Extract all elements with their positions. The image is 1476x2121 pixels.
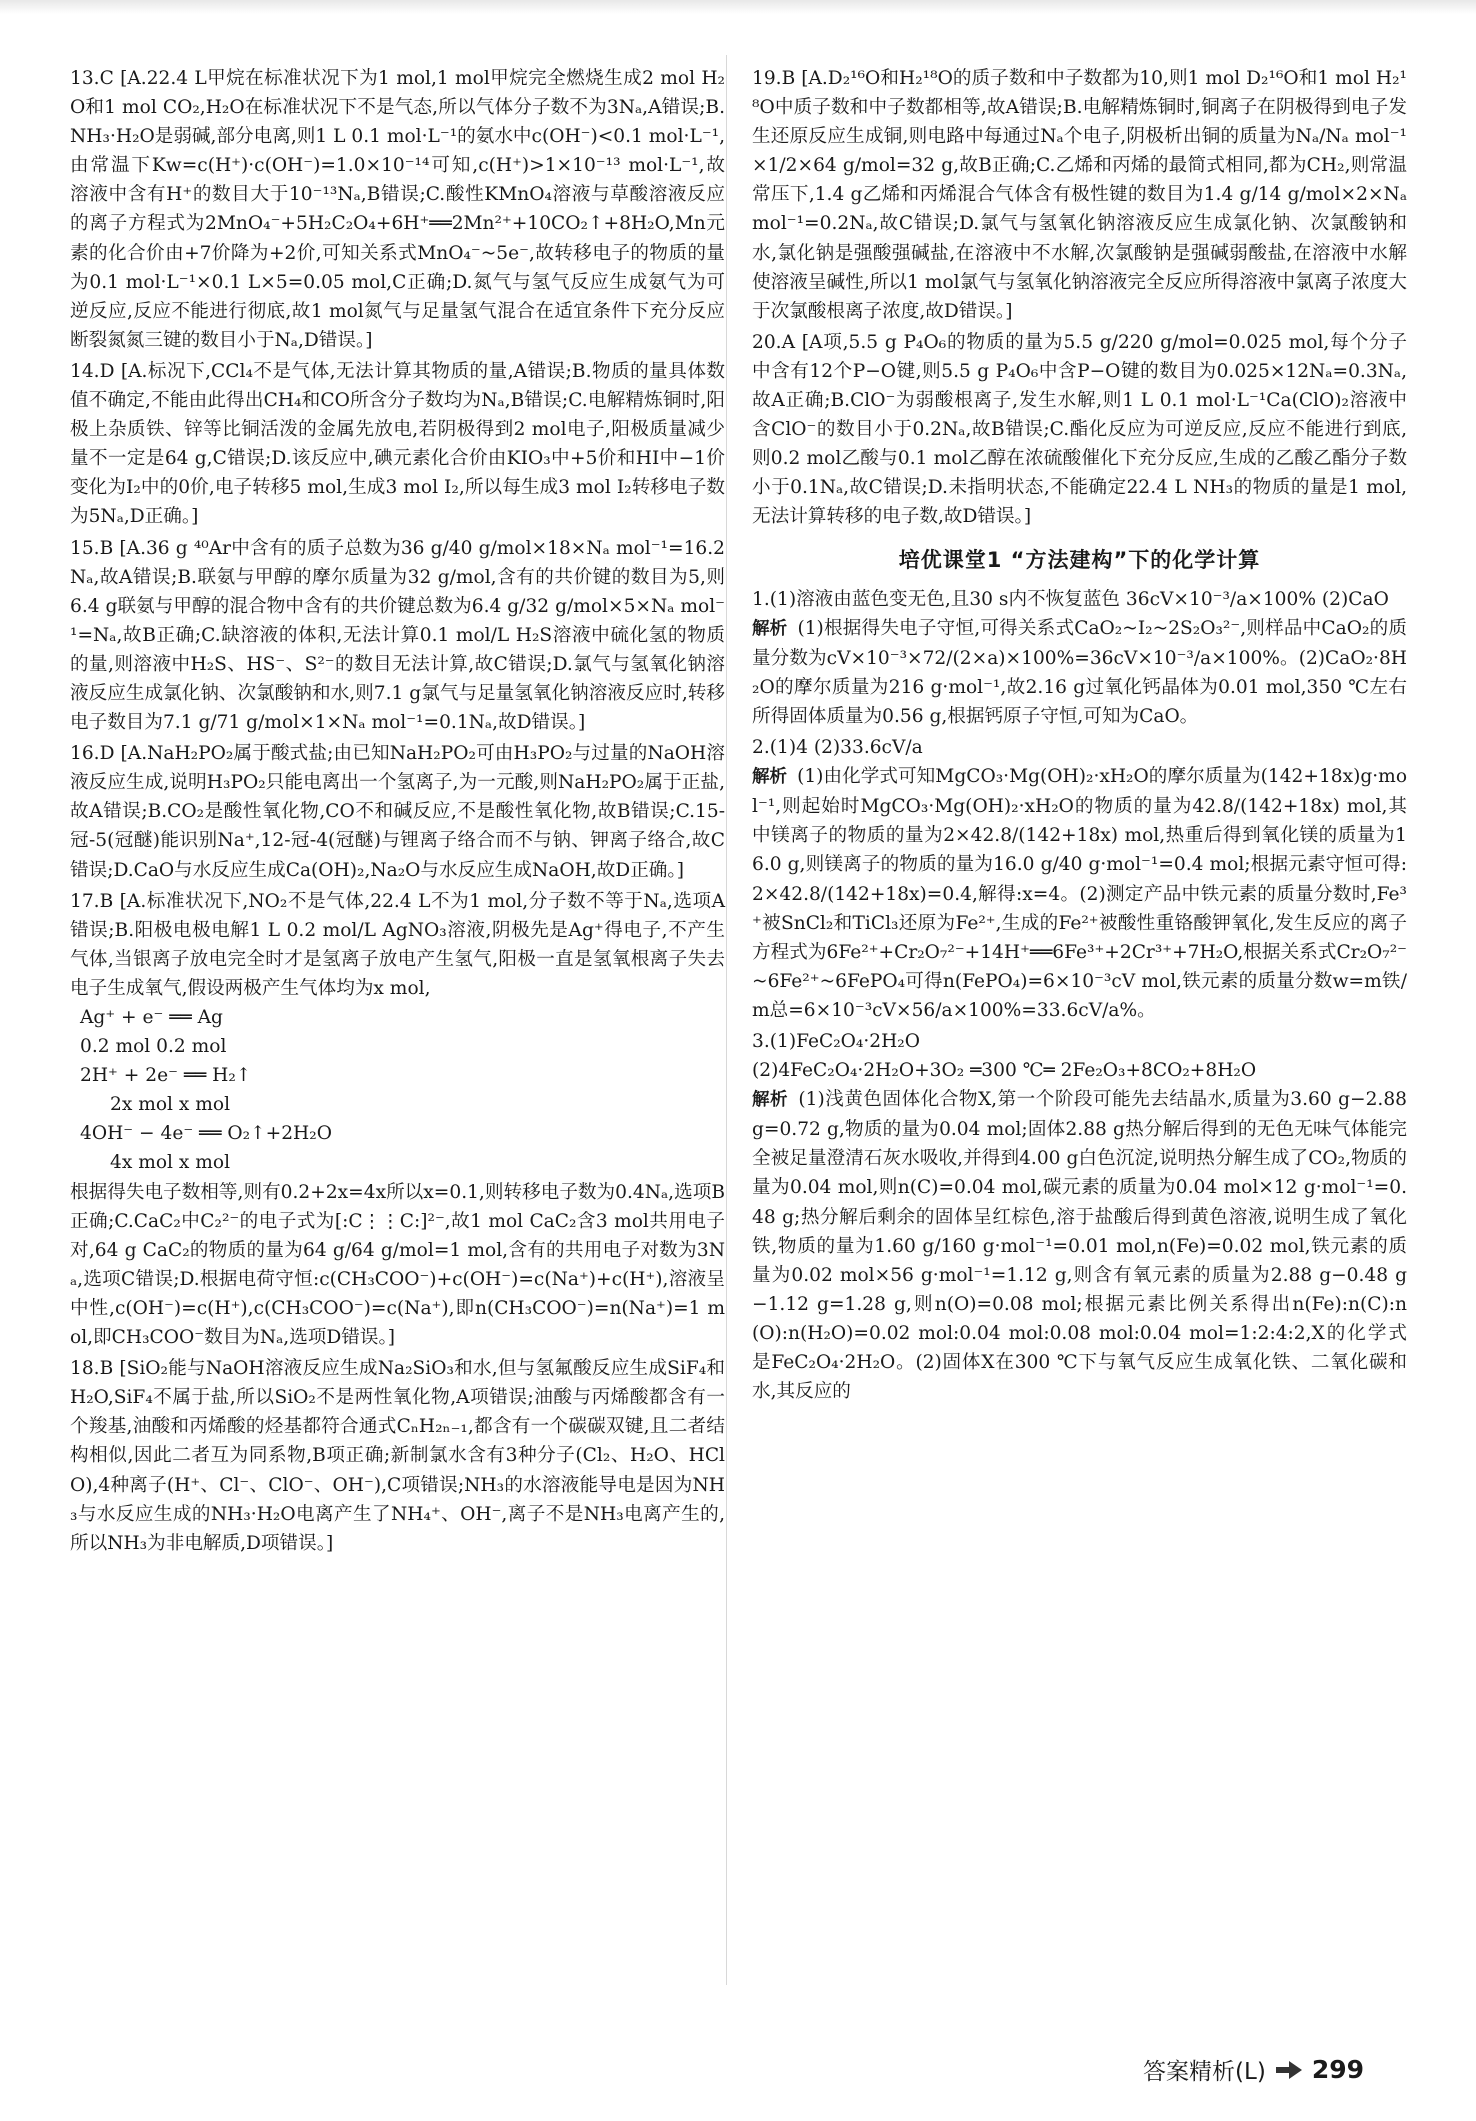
- answer-item-13: 13.C [A.22.4 L甲烷在标准状况下为1 mol,1 mol甲烷完全燃烧生成2 mol H₂O和1 mol CO₂,H₂O在标准状况下不是气态,所以气体分子数不为3Nₐ,A错误;B.NH₃·H₂O是弱碱,部分电离,则1 L 0.1 mol·L⁻¹的氨水中c(OH⁻)<0.1 mol·L⁻¹,由常温下Kw=c(H⁺)·c(OH⁻)=1.0×10⁻¹⁴可知,c(H⁺)>1×10⁻¹³ mol·L⁻¹,故溶液中含有H⁺的数目大于10⁻¹³Nₐ,B错误;C.酸性KMnO₄溶液与草酸溶液反应的离子方程式为2MnO₄⁻+5H₂C₂O₄+6H⁺══2Mn²⁺+10CO₂↑+8H₂O,Mn元素的化合价由+7价降为+2价,可知关系式MnO₄⁻~5e⁻,故转移电子的物质的量为0.1 mol·L⁻¹×0.1 L×5=0.05 mol,C正确;D.氮气与氢气反应生成氨气为可逆反应,反应不能进行彻底,故1 mol氮气与足量氢气混合在适宜条件下充分反应断裂氮氮三键的数目小于Nₐ,D错误。]: [70, 68, 725, 351]
- analysis-label: 解析: [752, 767, 788, 788]
- page-top-edge: [0, 0, 1476, 14]
- method-answer-1: 1.(1)溶液由蓝色变无色,且30 s内不恢复蓝色 36cV×10⁻³/a×100% (2)CaO: [752, 588, 1389, 610]
- analysis-label: 解析: [752, 1090, 788, 1111]
- equation-line: Ag⁺ + e⁻ ══ Ag: [80, 1007, 223, 1028]
- equation-line: 2H⁺ + 2e⁻ ══ H₂↑: [80, 1065, 252, 1087]
- column-divider: [726, 55, 727, 1985]
- method-answer-3: 3.(1)FeC₂O₄·2H₂O: [752, 1031, 920, 1052]
- answer-item-17: 17.B [A.标准状况下,NO₂不是气体,22.4 L不为1 mol,分子数不等于Nₐ,选项A错误;B.阳极电极电解1 L 0.2 mol/L AgNO₃溶液,阴极先是Ag⁺得电子,不产生气体,当银离子放电完全时才是氢离子放电产生氢气,阳极一直是氢氧根离子失去电子生成氧气,假设两极产生气体均为x mol,: [70, 890, 725, 999]
- equation-line: 0.2 mol 0.2 mol: [80, 1036, 227, 1058]
- method-analysis-3: 解析 (1)浅黄色固体化合物X,第一个阶段可能先去结晶水,质量为3.60 g−2.88 g=0.72 g,物质的量为0.04 mol;固体2.88 g热分解后得到的无色无味气体能完全被足量澄清石灰水吸收,并得到4.00 g白色沉淀,说明热分解生成了CO₂,物质的量为0.04 mol,则n(C)=0.04 mol,碳元素的质量为0.04 mol×12 g·mol⁻¹=0.48 g;热分解后剩余的固体呈红棕色,溶于盐酸后得到黄色溶液,说明生成了氧化铁,物质的量为1.60 g/160 g·mol⁻¹=0.01 mol,n(Fe)=0.02 mol,铁元素的质量为0.02 mol×56 g·mol⁻¹=1.12 g,则含有氧元素的质量为2.88 g−0.48 g−1.12 g=1.28 g,则n(O)=0.08 mol;根据元素比例关系得出n(Fe):n(C):n(O):n(H₂O)=0.02 mol:0.04 mol:0.08 mol:0.04 mol=1:2:4:2,X的化学式是FeC₂O₄·2H₂O。(2)固体X在300 ℃下与氧气反应生成氧化铁、二氧化碳和水,其反应的: [752, 1089, 1413, 1403]
- method-answer-2: 2.(1)4 (2)33.6cV/a: [752, 737, 923, 759]
- answer-item-17-continued: 根据得失电子数相等,则有0.2+2x=4x所以x=0.1,则转移电子数为0.4Nₐ,选项B正确;C.CaC₂中C₂²⁻的电子式为[:C⋮⋮C:]²⁻,故1 mol CaC₂含3 mol共用电子对,64 g CaC₂的物质的量为64 g/64 g/mol=1 mol,含有的共用电子对数为3Nₐ,选项C错误;D.根据电荷守恒:c(CH₃COO⁻)+c(OH⁻)=c(Na⁺)+c(H⁺),溶液呈中性,c(OH⁻)=c(H⁺),c(CH₃COO⁻)=c(Na⁺),即n(CH₃COO⁻)=n(Na⁺)=1 mol,即CH₃COO⁻数目为Nₐ,选项D错误。]: [70, 1181, 725, 1349]
- right-column: [752, 62, 1413, 1406]
- page-footer: [1143, 2053, 1364, 2086]
- answer-item-18: 18.B [SiO₂能与NaOH溶液反应生成Na₂SiO₃和水,但与氢氟酸反应生成SiF₄和H₂O,SiF₄不属于盐,所以SiO₂不是两性氧化物,A项错误;油酸与丙烯酸都含有一个羧基,油酸和丙烯酸的烃基都符合通式CₙH₂ₙ₋₁,都含有一个碳碳双键,且二者结构相似,因此二者互为同系物,B项正确;新制氯水含有3种分子(Cl₂、H₂O、HClO),4种离子(H⁺、Cl⁻、ClO⁻、OH⁻),C项错误;NH₃的水溶液能导电是因为NH₃与水反应生成的NH₃·H₂O电离产生了NH₄⁺、OH⁻,离子不是NH₃电离产生的,所以NH₃为非电解质,D项错误。]: [70, 1358, 725, 1554]
- answer-item-20: 20.A [A项,5.5 g P₄O₆的物质的量为5.5 g/220 g/mol=0.025 mol,每个分子中含有12个P−O键,则5.5 g P₄O₆中含P−O键的数目为0.025×12Nₐ=0.3Nₐ,故A正确;B.ClO⁻为弱酸根离子,发生水解,则1 L 0.1 mol·L⁻¹Ca(ClO)₂溶液中含ClO⁻的数目小于0.2Nₐ,故B错误;C.酯化反应为可逆反应,反应不能进行到底,则0.2 mol乙酸与0.1 mol乙醇在浓硫酸催化下充分反应,生成的乙酸乙酯分子数小于0.1Nₐ,故C错误;D.未指明状态,不能确定22.4 L NH₃的物质的量是1 mol,无法计算转移的电子数,故D错误。]: [752, 331, 1407, 528]
- method-analysis-1: 解析 (1)根据得失电子守恒,可得关系式CaO₂~I₂~2S₂O₃²⁻,则样品中CaO₂的质量分数为cV×10⁻³×72/(2×a)×100%=36cV×10⁻³/a×100%。(2)CaO₂·8H₂O的摩尔质量为216 g·mol⁻¹,故2.16 g过氧化钙晶体为0.01 mol,350 ℃左右所得固体质量为0.56 g,根据钙原子守恒,可知为CaO。: [752, 617, 1407, 727]
- page-number: 299: [1311, 2055, 1364, 2084]
- equation-line: 2x mol x mol: [110, 1094, 231, 1116]
- answer-item-15: 15.B [A.36 g ⁴⁰Ar中含有的质子总数为36 g/40 g/mol×18×Nₐ mol⁻¹=16.2Nₐ,故A错误;B.联氨与甲醇的摩尔质量为32 g/mol,含有的共价键的数目为5,则6.4 g联氨与甲醇的混合物中含有的共价键总数为6.4 g/32 g/mol×5×Nₐ mol⁻¹=Nₐ,故B正确;C.缺溶液的体积,无法计算0.1 mol/L H₂S溶液中硫化氢的物质的量,则溶液中H₂S、HS⁻、S²⁻的数目无法计算,故C错误;D.氯气与氢氧化钠溶液反应生成氯化钠、次氯酸钠和水,则7.1 g氯气与足量氢氧化钠溶液反应时,转移电子数目为7.1 g/71 g/mol×1×Nₐ mol⁻¹=0.1Nₐ,故D错误。]: [70, 537, 725, 734]
- answer-item-14: 14.D [A.标况下,CCl₄不是气体,无法计算其物质的量,A错误;B.物质的量具体数值不确定,不能由此得出CH₄和CO所含分子数均为Nₐ,B错误;C.电解精炼铜时,阳极上杂质铁、锌等比铜活泼的金属先放电,若阴极得到2 mol电子,阳极质量减少量不一定是64 g,C错误;D.该反应中,碘元素化合价由KIO₃中+5价和HI中−1价变化为I₂中的0价,电子转移5 mol,生成3 mol I₂,所以每生成3 mol I₂转移电子数为5Nₐ,D正确。]: [70, 360, 725, 528]
- equation-line: 4OH⁻ − 4e⁻ ══ O₂↑+2H₂O: [80, 1123, 332, 1145]
- answer-item-16: 16.D [A.NaH₂PO₂属于酸式盐;由已知NaH₂PO₂可由H₃PO₂与过量的NaOH溶液反应生成,说明H₃PO₂只能电离出一个氢离子,为一元酸,则NaH₂PO₂属于正盐,故A错误;B.CO₂是酸性氧化物,CO不和碱反应,不是酸性氧化物,故B错误;C.15-冠-5(冠醚)能识别Na⁺,12-冠-4(冠醚)与锂离子络合而不与钠、钾离子络合,故C错误;D.CaO与水反应生成Ca(OH)₂,Na₂O与水反应生成NaOH,故D正确。]: [70, 743, 725, 881]
- method-analysis-2: 解析 (1)由化学式可知MgCO₃·Mg(OH)₂·xH₂O的摩尔质量为(142+18x)g·mol⁻¹,则起始时MgCO₃·Mg(OH)₂·xH₂O的物质的量为42.8/(142+18x) mol,其中镁离子的物质的量为2×42.8/(142+18x) mol,热重后得到氧化镁的质量为16.0 g,则镁离子的物质的量为16.0 g/40 g·mol⁻¹=0.4 mol;根据元素守恒可得:2×42.8/(142+18x)=0.4,解得:x=4。(2)测定产品中铁元素的质量分数时,Fe³⁺被SnCl₂和TiCl₃还原为Fe²⁺,生成的Fe²⁺被酸性重铬酸钾氧化,发生反应的离子方程式为6Fe²⁺+Cr₂O₇²⁻+14H⁺══6Fe³⁺+2Cr³⁺+7H₂O,根据关系式Cr₂O₇²⁻~6Fe²⁺~6FePO₄可得n(FePO₄)=6×10⁻³cV mol,铁元素的质量分数w=m铁/m总=6×10⁻³cV×56/a×100%=33.6cV/a%。: [752, 766, 1408, 1021]
- equation-line: 4x mol x mol: [110, 1152, 231, 1174]
- right-arrow-icon: [1276, 2061, 1302, 2079]
- left-column: [70, 62, 725, 1558]
- section-title: 培优课堂1 “方法建构”下的化学计算: [898, 547, 1261, 572]
- answer-item-19: 19.B [A.D₂¹⁶O和H₂¹⁸O的质子数和中子数都为10,则1 mol D₂¹⁶O和1 mol H₂¹⁸O中质子数和中子数都相等,故A错误;B.电解精炼铜时,铜离子在阴极得到电子发生还原反应生成铜,则电路中每通过Nₐ个电子,阴极析出铜的质量为Nₐ/Nₐ mol⁻¹×1/2×64 g/mol=32 g,故B正确;C.乙烯和丙烯的最简式相同,都为CH₂,则常温常压下,1.4 g乙烯和丙烯混合气体含有极性键的数目为1.4 g/14 g/mol×2×Nₐ mol⁻¹=0.2Nₐ,故C错误;D.氯气与氢氧化钠溶液反应生成氯化钠、次氯酸钠和水,氯化钠是强酸强碱盐,在溶液中不水解,次氯酸钠是强碱弱酸盐,在溶液中水解使溶液呈碱性,所以1 mol氯气与氢氧化钠溶液完全反应所得溶液中氯离子浓度大于次氯酸根离子浓度,故D错误。]: [752, 68, 1413, 322]
- method-equation-3: (2)4FeC₂O₄·2H₂O+3O₂ ═300 ℃═ 2Fe₂O₃+8CO₂+8H₂O: [752, 1060, 1257, 1082]
- analysis-label: 解析: [752, 618, 788, 639]
- footer-label: 答案精析(L): [1143, 2059, 1266, 2085]
